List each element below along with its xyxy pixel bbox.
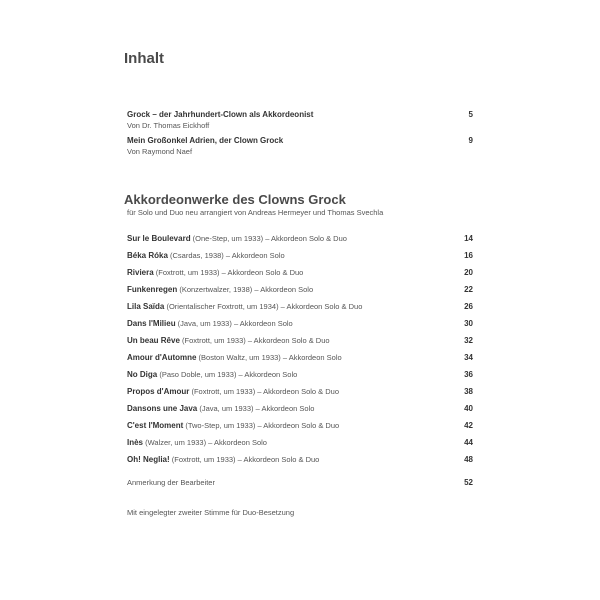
work-title: Béka Róka — [127, 251, 168, 260]
work-title: C'est l'Moment — [127, 421, 184, 430]
work-detail: (One-Step, um 1933) – Akkordeon Solo & Duo — [190, 234, 347, 243]
note-row[interactable] — [127, 478, 473, 487]
work-detail: (Java, um 1933) – Akkordeon Solo — [197, 404, 315, 413]
toc-entry-page: 9 — [468, 136, 473, 145]
work-detail: (Foxtrott, um 1933) – Akkordeon Solo & Duo — [189, 387, 340, 396]
work-page: 48 — [464, 455, 473, 464]
toc-entry-page: 5 — [468, 110, 473, 119]
work-page: 40 — [464, 404, 473, 413]
work-detail: (Csardas, 1938) – Akkordeon Solo — [167, 251, 285, 260]
work-page: 42 — [464, 421, 473, 430]
work-detail: (Foxtrott, um 1933) – Akkordeon Solo & Duo — [169, 455, 320, 464]
work-page: 16 — [464, 251, 473, 260]
work-title: No Diga — [127, 370, 158, 379]
work-page: 20 — [464, 268, 473, 277]
work-title: Dansons une Java — [127, 404, 198, 413]
work-title: Amour d'Automne — [127, 353, 197, 362]
works-list — [127, 234, 473, 472]
work-row[interactable] — [127, 268, 473, 285]
toc-entry-author: Von Dr. Thomas Eickhoff — [127, 121, 210, 130]
work-row[interactable] — [127, 370, 473, 387]
work-page: 34 — [464, 353, 473, 362]
footer-note: Mit eingelegter zweiter Stimme für Duo-Besetzung — [127, 508, 295, 517]
work-page: 32 — [464, 336, 473, 345]
toc-entry-title: Grock – der Jahrhundert-Clown als Akkordeonist — [127, 110, 314, 119]
work-detail: (Boston Waltz, um 1933) – Akkordeon Solo — [196, 353, 342, 362]
work-page: 22 — [464, 285, 473, 294]
work-page: 30 — [464, 319, 473, 328]
toc-entry[interactable] — [127, 110, 473, 130]
work-title: Oh! Neglia! — [127, 455, 170, 464]
work-row[interactable] — [127, 285, 473, 302]
work-title: Sur le Boulevard — [127, 234, 191, 243]
work-row[interactable] — [127, 251, 473, 268]
section-subtitle: für Solo und Duo neu arrangiert von Andreas Hermeyer und Thomas Svechla — [127, 208, 384, 217]
work-detail: (Foxtrott, um 1933) – Akkordeon Solo & Duo — [179, 336, 330, 345]
work-page: 38 — [464, 387, 473, 396]
work-row[interactable] — [127, 234, 473, 251]
work-detail: (Java, um 1933) – Akkordeon Solo — [175, 319, 293, 328]
work-title: Funkenregen — [127, 285, 178, 294]
work-row[interactable] — [127, 387, 473, 404]
note-title: Anmerkung der Bearbeiter — [127, 478, 215, 487]
work-title: Propos d'Amour — [127, 387, 190, 396]
work-title: Dans l'Milieu — [127, 319, 176, 328]
note-page: 52 — [464, 478, 473, 487]
work-row[interactable] — [127, 336, 473, 353]
toc-entry-author: Von Raymond Naef — [127, 147, 193, 156]
work-title: Lila Saïda — [127, 302, 165, 311]
work-detail: (Walzer, um 1933) – Akkordeon Solo — [143, 438, 267, 447]
work-row[interactable] — [127, 421, 473, 438]
work-detail: (Foxtrott, um 1933) – Akkordeon Solo & Duo — [153, 268, 304, 277]
work-page: 36 — [464, 370, 473, 379]
work-page: 14 — [464, 234, 473, 243]
work-detail: (Konzertwalzer, 1938) – Akkordeon Solo — [177, 285, 314, 294]
work-row[interactable] — [127, 404, 473, 421]
work-row[interactable] — [127, 455, 473, 472]
work-title: Un beau Rêve — [127, 336, 180, 345]
work-page: 44 — [464, 438, 473, 447]
page-title: Inhalt — [124, 50, 164, 67]
work-row[interactable] — [127, 319, 473, 336]
toc-entry-title: Mein Großonkel Adrien, der Clown Grock — [127, 136, 284, 145]
work-row[interactable] — [127, 353, 473, 370]
work-detail: (Paso Doble, um 1933) – Akkordeon Solo — [157, 370, 298, 379]
work-page: 26 — [464, 302, 473, 311]
work-row[interactable] — [127, 438, 473, 455]
work-row[interactable] — [127, 302, 473, 319]
work-title: Inès — [127, 438, 144, 447]
section-title: Akkordeonwerke des Clowns Grock — [124, 192, 346, 207]
work-title: Riviera — [127, 268, 154, 277]
toc-entry[interactable] — [127, 136, 473, 156]
work-detail: (Orientalischer Foxtrott, um 1934) – Akkordeon Solo & Duo — [164, 302, 363, 311]
work-detail: (Two-Step, um 1933) – Akkordeon Solo & Duo — [183, 421, 340, 430]
